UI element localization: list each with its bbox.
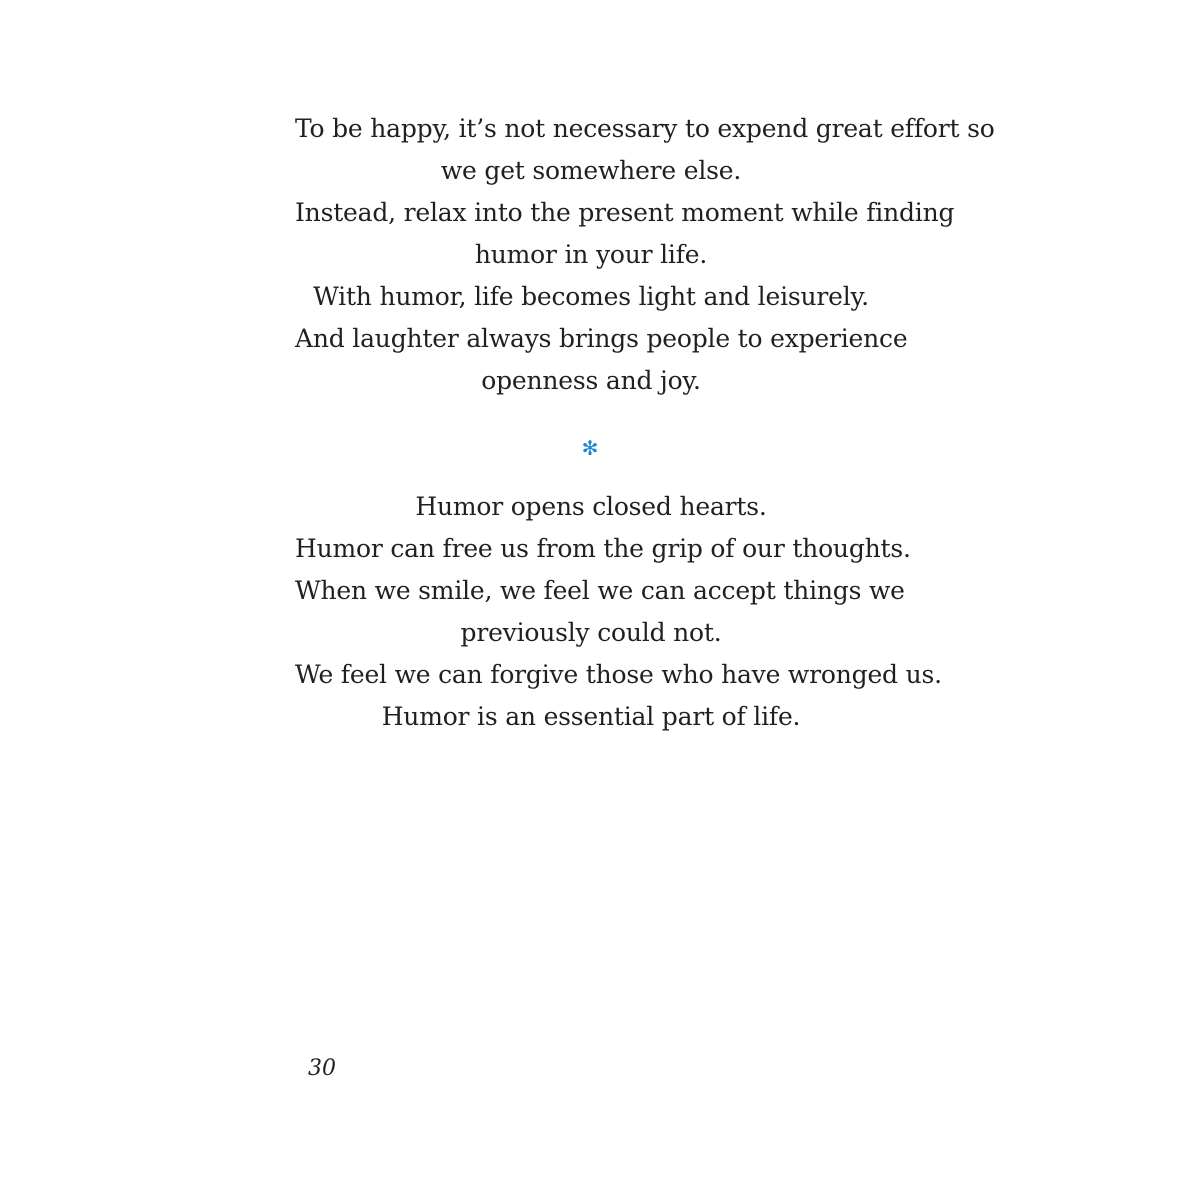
- passage-1: [295, 108, 995, 402]
- passage-line: Humor opens closed hearts.: [415, 492, 767, 521]
- passage-line: we get somewhere else.: [440, 156, 742, 185]
- passage-line: Instead, relax into the present moment while finding: [295, 198, 955, 227]
- passage-line: previously could not.: [460, 618, 722, 647]
- passage-line: With humor, life becomes light and leisurely.: [313, 282, 869, 311]
- passage-line: To be happy, it’s not necessary to expend great effort so: [295, 114, 995, 143]
- passage-line: Humor is an essential part of life.: [381, 702, 801, 731]
- passage-2: [295, 486, 942, 738]
- passage-line: When we smile, we feel we can accept things we: [295, 576, 905, 605]
- passage-line: We feel we can forgive those who have wronged us.: [295, 660, 942, 689]
- page-number: 30: [308, 1056, 336, 1081]
- passage-line: And laughter always brings people to experience: [295, 324, 908, 353]
- asterisk-ornament-icon: ✻: [581, 436, 599, 460]
- passage-line: humor in your life.: [474, 240, 708, 269]
- passage-line: Humor can free us from the grip of our thoughts.: [295, 534, 911, 563]
- passage-line: openness and joy.: [481, 366, 701, 395]
